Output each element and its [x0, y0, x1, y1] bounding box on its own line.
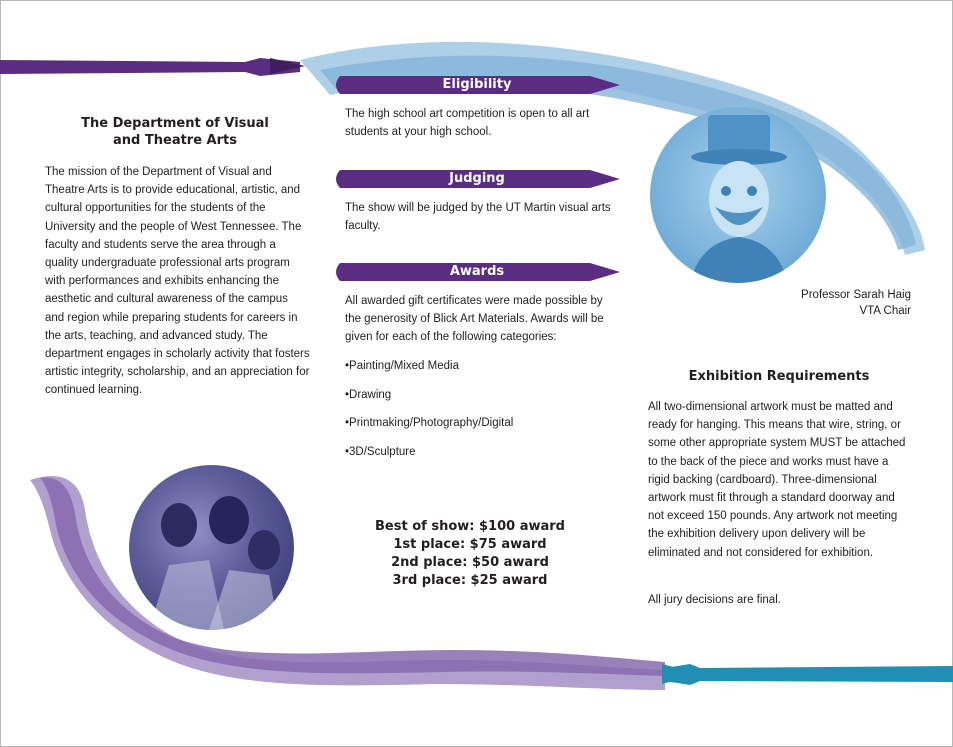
exhibition-final-note: All jury decisions are final.: [648, 594, 781, 606]
students-photo: [129, 465, 294, 630]
purple-pencil-top: [0, 58, 305, 76]
category-item: •Drawing: [345, 389, 392, 401]
category-item: •Painting/Mixed Media: [345, 360, 459, 372]
judging-text: The show will be judged by the UT Martin visual arts faculty.: [345, 202, 611, 233]
awards-text: All awarded gift certificates were made possible by the generosity of Blick Art Materials. Awards will be given for each of the following categories:: [345, 295, 604, 344]
category-item: •Printmaking/Photography/Digital: [345, 417, 514, 429]
students-illustration: [129, 465, 294, 630]
chair-role: VTA Chair: [859, 305, 911, 317]
awards-banner-label: Awards: [449, 264, 505, 279]
exhibition-heading: Exhibition Requirements: [688, 369, 870, 384]
prize-item: 3rd place: $25 award: [392, 573, 548, 588]
department-heading: [60, 115, 290, 149]
department-title-line2: and Theatre Arts: [113, 133, 237, 148]
teal-pencil-bottom: [662, 664, 953, 685]
chair-caption: [801, 287, 911, 319]
prize-item: 2nd place: $50 award: [391, 555, 549, 570]
department-title-line1: The Department of Visual: [81, 116, 269, 131]
eligibility-banner-label: Eligibility: [442, 77, 512, 92]
judging-banner-label: Judging: [449, 171, 505, 186]
exhibition-text: All two-dimensional artwork must be matted and ready for hanging. This means that wire, string, or some other appropriate system MUST be attached to the back of the piece and works must have a rigid backing (cardboard). Three-dimensional artwork must fit through a standard doorway and not exceed 150 pounds. Any artwork not meeting the exhibition delivery upon delivery will be eliminated and not considered for exhibition.: [648, 401, 906, 559]
prize-list: [370, 518, 570, 590]
chair-illustration: [650, 107, 826, 283]
chair-name: Professor Sarah Haig: [801, 289, 911, 301]
category-item: •3D/Sculpture: [345, 446, 416, 458]
prize-item: 1st place: $75 award: [393, 537, 547, 552]
eligibility-text: The high school art competition is open to all art students at your high school.: [345, 108, 590, 139]
prize-item: Best of show: $100 award: [375, 519, 565, 534]
department-mission: The mission of the Department of Visual and Theatre Arts is to provide educational, artistic, and cultural opportunities for the students of the University and the people of West Tennessee. The faculty and students serve the area through a quality undergraduate professional arts program with performances and exhibits enhancing the aesthetic and cultural awareness of the campus and region while preparing students for careers in the arts, teaching, and advanced study. The department engages in scholarly activity that fosters artistic integrity, scholarship, and an appreciation for continued learning.: [45, 166, 310, 397]
chair-photo: [650, 107, 826, 283]
